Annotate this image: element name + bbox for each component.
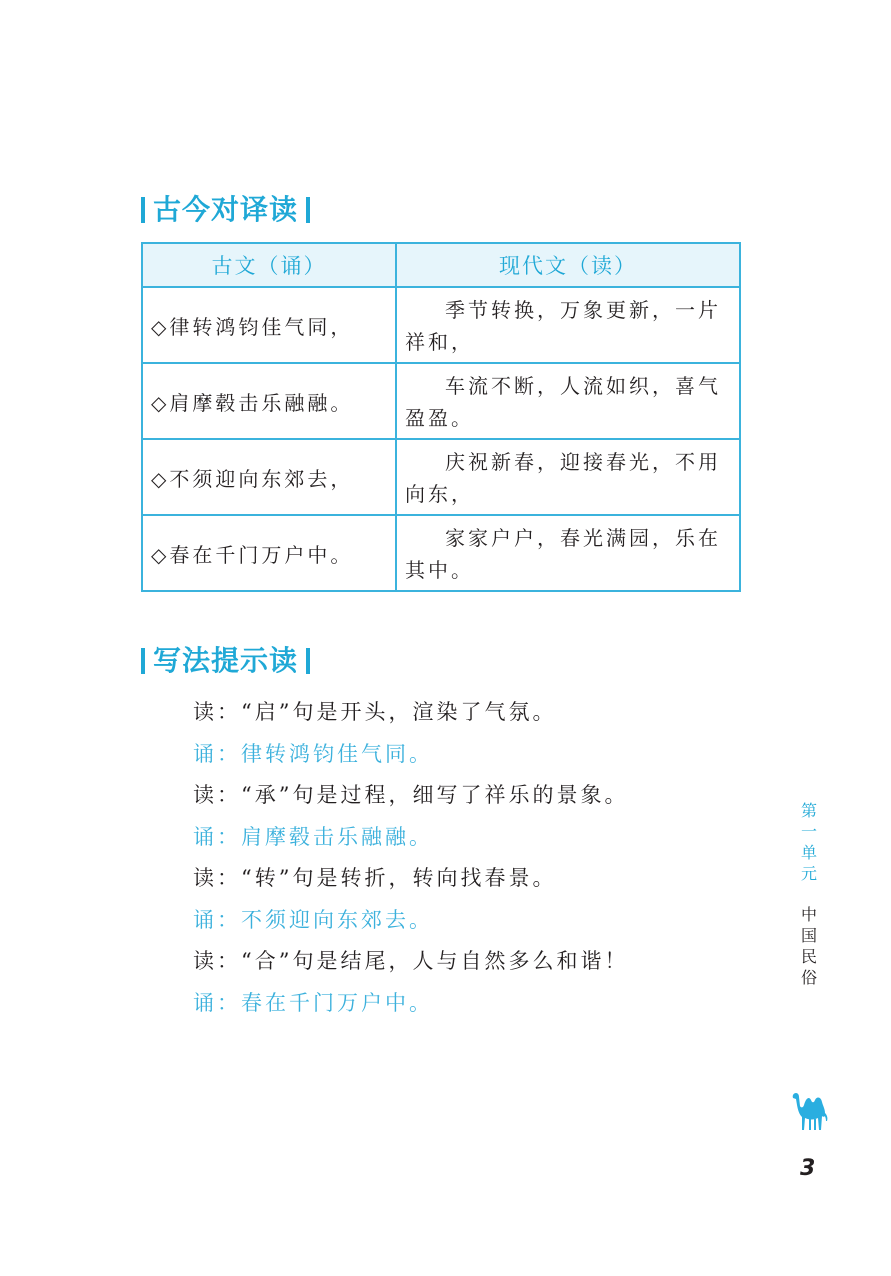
unit-label: 第一单元	[800, 801, 817, 883]
section-title: 古今对译读	[153, 193, 299, 226]
table-row	[142, 287, 740, 363]
table-row	[142, 439, 740, 515]
table-row	[142, 363, 740, 439]
camel-icon	[788, 1086, 832, 1134]
header-modern: 现代文（读）	[396, 243, 740, 287]
table-row	[142, 515, 740, 591]
translation-table	[141, 242, 741, 592]
recite-line: 诵：肩摩毂击乐融融。	[193, 825, 433, 849]
read-line: 读：“启”句是开头，渲染了气氛。	[193, 700, 557, 724]
read-line: 读：“合”句是结尾，人与自然多么和谐！	[193, 949, 629, 973]
heading-bar-right	[306, 197, 310, 223]
ancient-cell: ◇春在千门万户中。	[142, 515, 396, 591]
modern-cell: 季节转换，万象更新，一片祥和，	[396, 287, 740, 363]
ancient-cell: ◇肩摩毂击乐融融。	[142, 363, 396, 439]
recite-line: 诵：不须迎向东郊去。	[193, 908, 433, 932]
modern-cell: 家家户户，春光满园，乐在其中。	[396, 515, 740, 591]
modern-cell: 车流不断，人流如织，喜气盈盈。	[396, 363, 740, 439]
header-ancient: 古文（诵）	[142, 243, 396, 287]
table-header-row	[142, 243, 740, 287]
heading-bar-right	[306, 648, 310, 674]
ancient-cell: ◇不须迎向东郊去，	[142, 439, 396, 515]
section-heading-translation	[141, 192, 310, 228]
read-line: 读：“转”句是转折，转向找春景。	[193, 866, 557, 890]
modern-cell: 庆祝新春，迎接春光，不用向东，	[396, 439, 740, 515]
recite-line: 诵：春在千门万户中。	[193, 991, 433, 1015]
recite-line: 诵：律转鸿钧佳气同。	[193, 742, 433, 766]
ancient-cell: ◇律转鸿钧佳气同，	[142, 287, 396, 363]
read-line: 读：“承”句是过程，细写了祥乐的景象。	[193, 783, 629, 807]
page-number: 3	[800, 1156, 816, 1181]
section-title: 写法提示读	[153, 644, 299, 677]
section-heading-writing-tips	[141, 643, 310, 679]
theme-label: 中国民俗	[800, 905, 817, 987]
